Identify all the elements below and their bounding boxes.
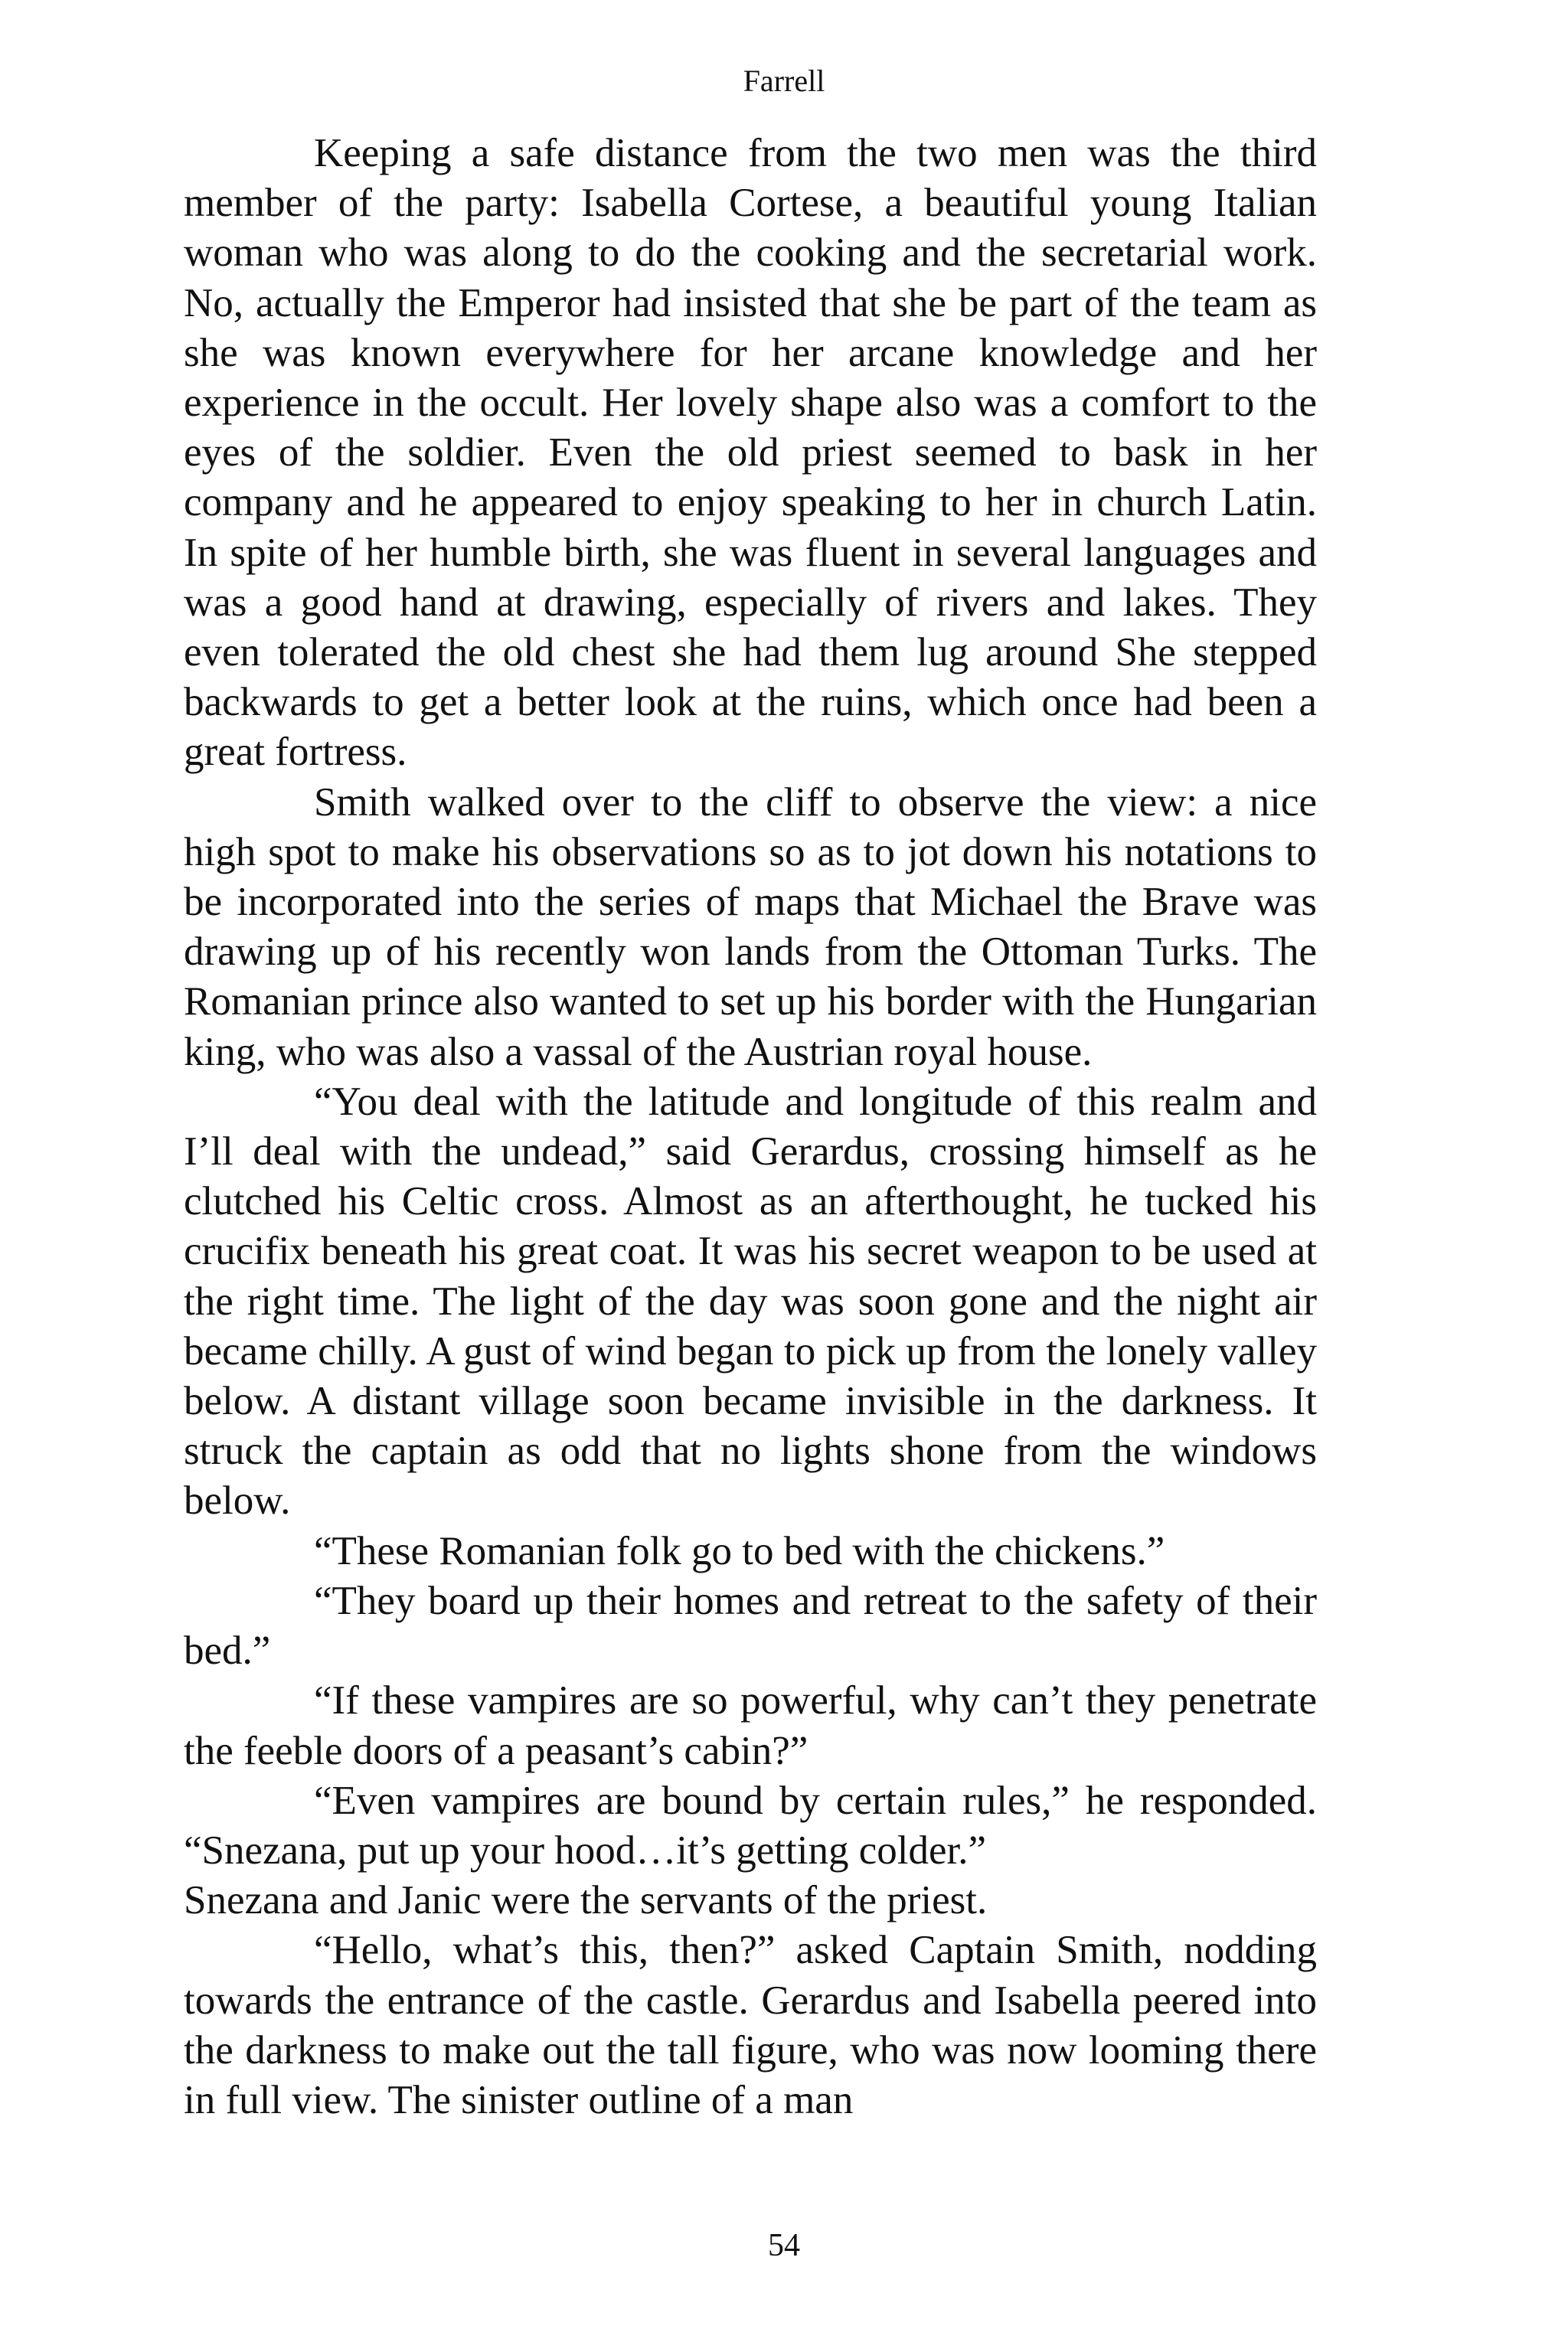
paragraph: “If these vampires are so powerful, why can’t they penetrate the feeble doors of a peasant’s cabin?” <box>184 1678 1317 1773</box>
paragraph: “These Romanian folk go to bed with the chickens.” <box>314 1528 1165 1573</box>
paragraph: “Even vampires are bound by certain rules,” he responded. “Snezana, put up your hood…it’s getting colder.” <box>184 1778 1317 1873</box>
body-text <box>184 129 1317 2125</box>
running-head: Farrell <box>743 64 825 98</box>
paragraph: Smith walked over to the cliff to observe the view: a nice high spot to make his observations so as to jot down his notations to be incorporated into the series of maps that Michael the Brave was drawing up of his recently won lands from the Ottoman Turks. The Romanian prince also wanted to set up his border with the Hungarian king, who was also a vassal of the Austrian royal house. <box>184 779 1317 1074</box>
paragraph: “They board up their homes and retreat to the safety of their bed.” <box>184 1578 1317 1674</box>
paragraph: Keeping a safe distance from the two men was the third member of the party: Isabella Cortese, a beautiful young Italian woman who was along to do the cooking and the secretarial work. No, actually the Emperor had insisted that she be part of the team as she was known everywhere for her arcane knowledge and her experience in the occult. Her lovely shape also was a comfort to the eyes of the soldier. Even the old priest seemed to bask in her company and he appeared to enjoy speaking to her in church Latin. In spite of her humble birth, she was fluent in several languages and was a good hand at drawing, especially of rivers and lakes. They even tolerated the old chest she had them lug around She stepped backwards to get a better look at the ruins, which once had been a great fortress. <box>184 131 1317 775</box>
page-number: 54 <box>768 2228 800 2263</box>
paragraph: Snezana and Janic were the servants of the priest. <box>184 1878 988 1923</box>
paragraph: “You deal with the latitude and longitude of this realm and I’ll deal with the undead,” said Gerardus, crossing himself as he clutched his Celtic cross. Almost as an afterthought, he tucked his crucifix beneath his great coat. It was his secret weapon to be used at the right time. The light of the day was soon gone and the night air became chilly. A gust of wind began to pick up from the lonely valley below. A distant village soon became invisible in the darkness. It struck the captain as odd that no lights shone from the windows below. <box>184 1079 1317 1524</box>
paragraph: “Hello, what’s this, then?” asked Captain Smith, nodding towards the entrance of the castle. Gerardus and Isabella peered into the darkness to make out the tall figure, who was now looming there in full view. The sinister outline of a man <box>184 1928 1317 2122</box>
